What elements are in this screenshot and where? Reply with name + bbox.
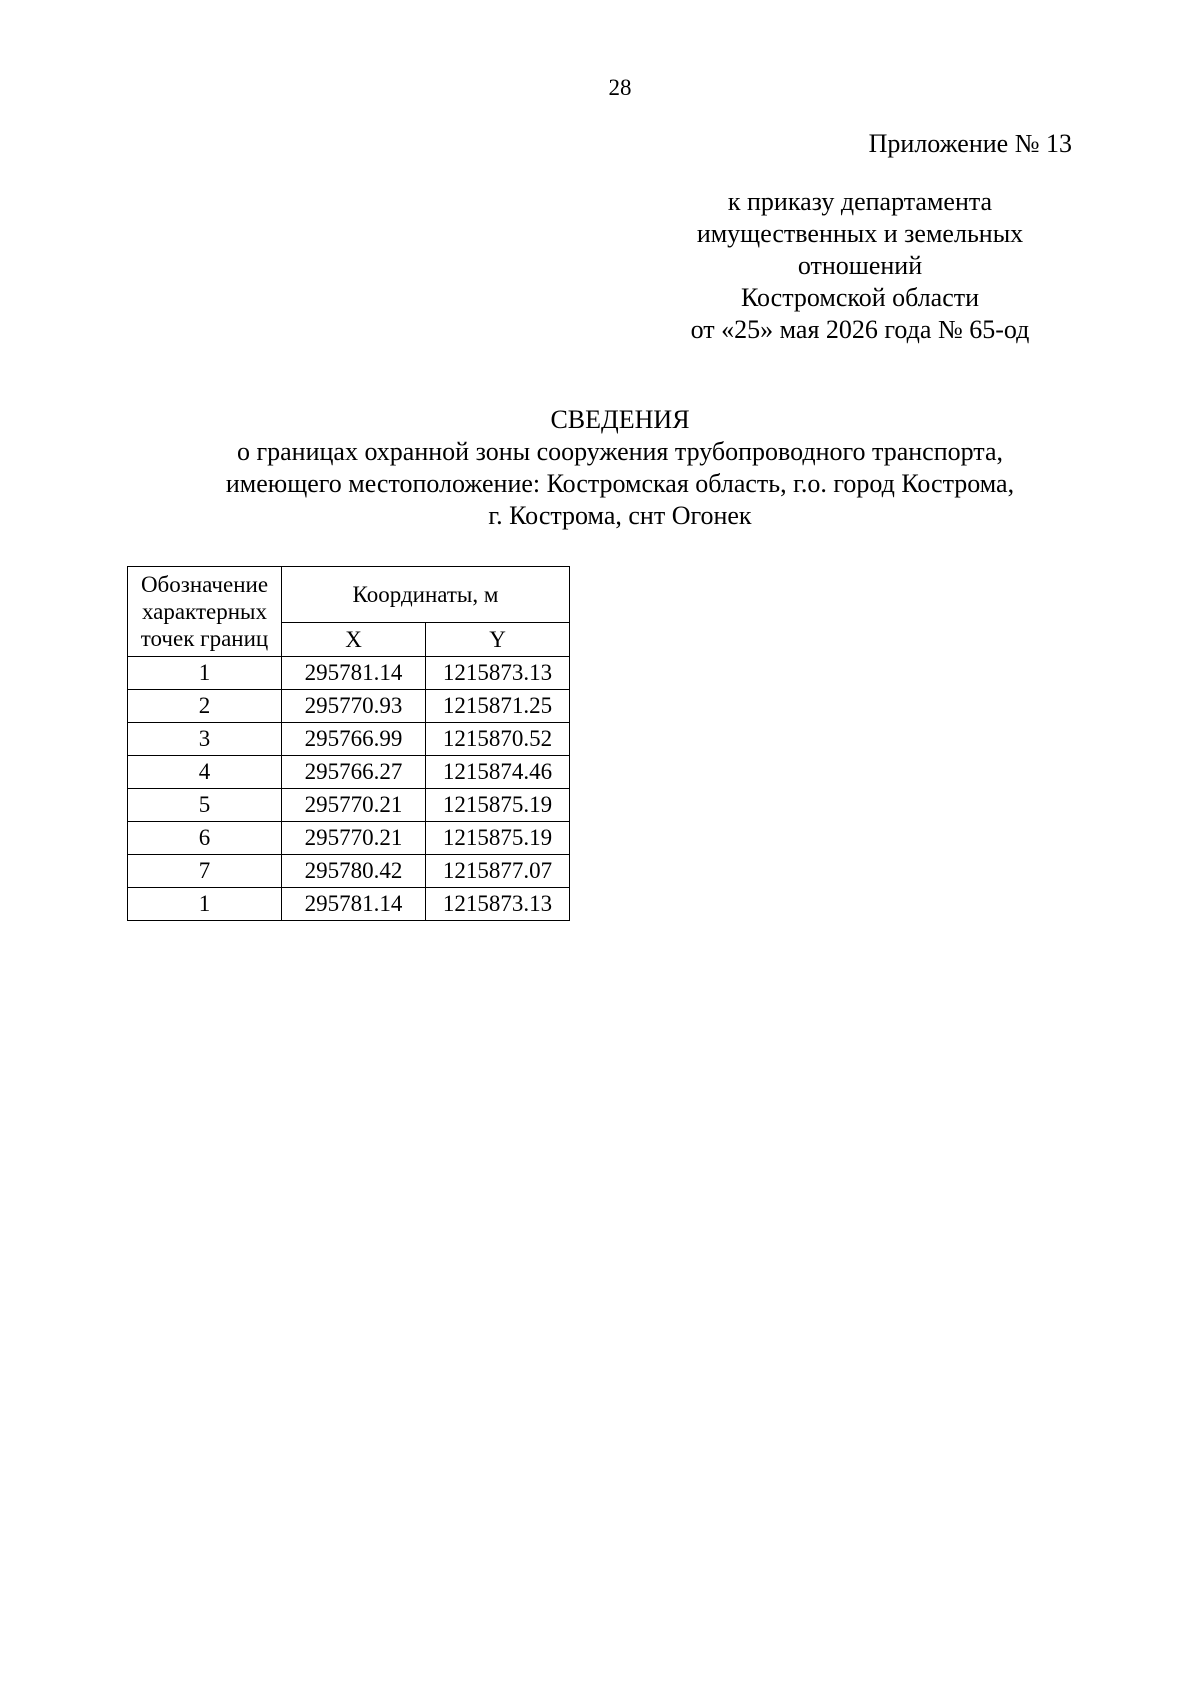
table-row <box>128 723 570 756</box>
x-cell: 295766.27 <box>282 756 426 789</box>
page-number: 28 <box>608 75 632 100</box>
point-cell: 2 <box>128 690 282 723</box>
heading-line: г. Кострома, снт Огонек <box>488 501 752 530</box>
y-header: Y <box>426 623 570 657</box>
table-row <box>128 657 570 690</box>
point-cell: 4 <box>128 756 282 789</box>
x-cell: 295770.21 <box>282 789 426 822</box>
point-cell: 1 <box>128 657 282 690</box>
order-line: к приказу департамента <box>727 187 993 216</box>
document-heading <box>160 404 1080 532</box>
y-cell: 1215875.19 <box>426 789 570 822</box>
order-reference <box>640 186 1080 346</box>
point-cell: 7 <box>128 855 282 888</box>
y-cell: 1215873.13 <box>426 657 570 690</box>
y-cell: 1215877.07 <box>426 855 570 888</box>
document-title: СВЕДЕНИЯ <box>550 405 690 434</box>
x-cell: 295781.14 <box>282 657 426 690</box>
y-cell: 1215871.25 <box>426 690 570 723</box>
order-date-line: от «25» мая 2026 года № 65-од <box>690 315 1030 344</box>
table-row <box>128 789 570 822</box>
y-cell: 1215874.46 <box>426 756 570 789</box>
table-row <box>128 822 570 855</box>
point-cell: 5 <box>128 789 282 822</box>
coordinates-table <box>127 566 570 921</box>
point-cell: 3 <box>128 723 282 756</box>
y-cell: 1215873.13 <box>426 888 570 921</box>
x-cell: 295770.93 <box>282 690 426 723</box>
x-cell: 295766.99 <box>282 723 426 756</box>
coordinates-header: Координаты, м <box>282 567 570 623</box>
designation-header <box>128 567 282 657</box>
x-header: X <box>282 623 426 657</box>
heading-line: о границах охранной зоны сооружения трубопроводного транспорта, <box>236 437 1004 466</box>
x-cell: 295780.42 <box>282 855 426 888</box>
point-cell: 1 <box>128 888 282 921</box>
y-cell: 1215870.52 <box>426 723 570 756</box>
appendix-title: Приложение № 13 <box>868 129 1072 158</box>
designation-header-line: точек границ <box>140 626 269 651</box>
table-row <box>128 756 570 789</box>
order-line: имущественных и земельных <box>696 219 1024 248</box>
designation-header-line: Обозначение <box>140 572 269 597</box>
point-cell: 6 <box>128 822 282 855</box>
order-line: отношений <box>797 251 923 280</box>
designation-header-line: характерных <box>141 599 267 624</box>
x-cell: 295770.21 <box>282 822 426 855</box>
table-row <box>128 888 570 921</box>
heading-line: имеющего местоположение: Костромская область, г.о. город Кострома, <box>225 469 1015 498</box>
table-header-row <box>128 567 570 623</box>
order-line: Костромской области <box>740 283 980 312</box>
y-cell: 1215875.19 <box>426 822 570 855</box>
x-cell: 295781.14 <box>282 888 426 921</box>
table-row <box>128 690 570 723</box>
table-row <box>128 855 570 888</box>
